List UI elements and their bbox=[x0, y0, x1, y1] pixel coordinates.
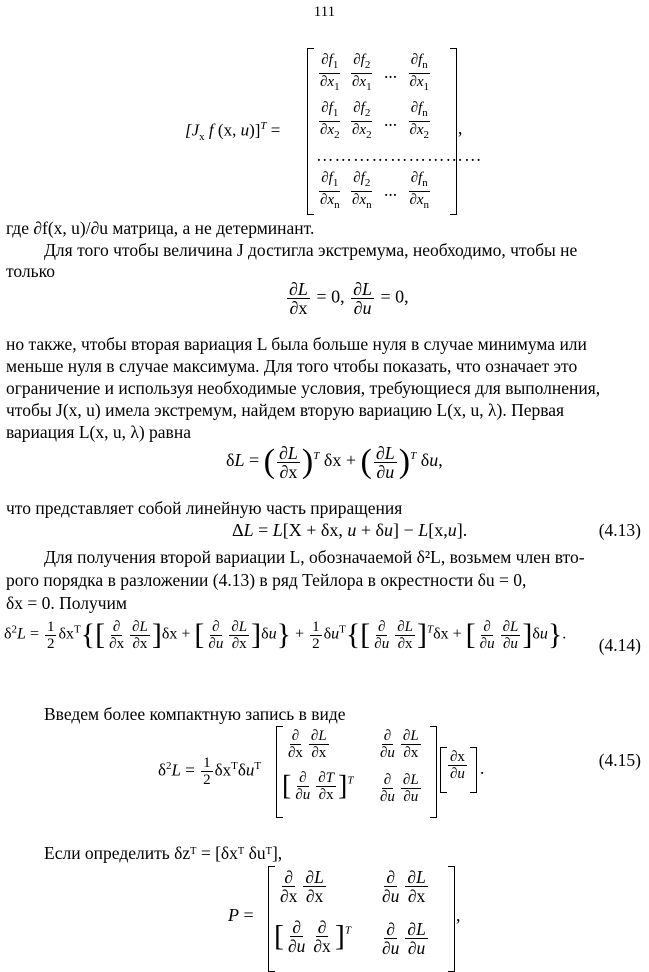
text-p5b: рого порядка в разложении (4.13) в ряд Тейлора в окрестности δu = 0, bbox=[6, 570, 527, 590]
p-m12: $\frac{\partial}{\partial u}$ $\frac{\partial L}{\partial x}$ bbox=[382, 867, 426, 906]
text-p7: Если определить δzᵀ = [δxᵀ δuᵀ], bbox=[44, 843, 283, 863]
text-p6: Введем более компактную запись в виде bbox=[44, 704, 346, 724]
text-p5a: Для получения второй вариации L, обозначаемой δ²L, возьмем член вто- bbox=[44, 547, 585, 567]
text-p3c: ограничение и используя необходимые условия, требующиеся для выполнения, bbox=[6, 378, 601, 398]
compact-vector: $\frac{\partial x}{\partial u}$ bbox=[450, 749, 465, 782]
increment-equation: ΔL = L[X + δx, u + δu] − L[x,u]. bbox=[232, 520, 468, 540]
text-p3b: меньше нуля в случае максимума. Для того чтобы показать, что означает это bbox=[6, 356, 578, 376]
text-p2b: только bbox=[6, 261, 56, 281]
page-number: 111 bbox=[313, 4, 336, 20]
compact-lhs: $\delta^2L$ = $\frac{1}{2}$ $\delta x^T\delta u^T$ bbox=[158, 755, 262, 788]
equation-number-4-13: (4.13) bbox=[598, 520, 641, 540]
text-p3d: чтобы J(x, u) имела экстремум, найдем вторую вариацию L(x, u, λ). Первая bbox=[6, 400, 565, 420]
stationary-equation: $\frac{\partial L}{\partial x}$ = 0, $\frac{\partial L}{\partial u}$ = 0, bbox=[289, 279, 409, 318]
jacobian-dots-row: ……………………… bbox=[316, 145, 483, 165]
text-p1: где ∂f(x, u)/∂u матрица, а не детерминант. bbox=[6, 218, 315, 238]
p-matrix-lhs: P = bbox=[228, 905, 254, 925]
p-m11: $\frac{\partial}{\partial x}$ $\frac{\partial L}{\partial x}$ bbox=[280, 867, 324, 906]
equation-number-4-14: (4.14) bbox=[598, 635, 641, 655]
compact-m22: $\frac{\partial}{\partial u}$ $\frac{\partial L}{\partial u}$ bbox=[380, 772, 419, 805]
text-p5c: δx = 0. Получим bbox=[6, 593, 127, 613]
text-p3e: вариация L(x, u, λ) равна bbox=[6, 422, 191, 442]
text-p2a: Для того чтобы величина J достигла экстремума, необходимо, чтобы не bbox=[44, 240, 578, 260]
jacobian-row-1: $\frac{\partial f_1}{\partial x_1}$ $\frac{\partial f_2}{\partial x_1}$ ... $\frac{\partial f_n}{\partial x_1}$ bbox=[320, 52, 430, 93]
first-variation-equation: δL = ( $\frac{\partial L}{\partial x}$ )$^T$ δx + ( $\frac{\partial L}{\partial u}$ )$^T$ δu, bbox=[226, 442, 443, 482]
compact-m12: $\frac{\partial}{\partial u}$ $\frac{\partial L}{\partial x}$ bbox=[380, 728, 419, 761]
equation-number-4-15: (4.15) bbox=[598, 750, 641, 770]
second-variation-equation: $\delta^2L$ = $\frac{1}{2}$ $\delta x^T${[ $\frac{\partial}{\partial x}$ $\frac{\partial L}{\partial x}$ ]δx + [ $\frac{\partial}{\partial u}$ $\frac{\partial L}{\partial x}$ ]δu} + $\frac{1}{2}$ $\delta u^T${[ $\frac{\partial}{\partial u}$ $\frac{\partial L}{\partial x}$ ]$^T$δx + [ $\frac{\partial}{\partial u}$ $\frac{\partial L}{\partial u}$ ]δu}. bbox=[4, 618, 567, 652]
jacobian-lhs: [$J_x$ f (x, u)]$^T$ = bbox=[185, 120, 281, 144]
compact-m21: [ $\frac{\partial}{\partial u}$ $\frac{\partial T}{\partial x}$ ]$^T$ bbox=[282, 770, 354, 803]
compact-m11: $\frac{\partial}{\partial x}$ $\frac{\partial L}{\partial x}$ bbox=[288, 728, 327, 761]
p-m21: [ $\frac{\partial}{\partial u}$ $\frac{\partial}{\partial x}$ ]$^T$ bbox=[274, 917, 351, 956]
text-p4: что представляет собой линейную часть приращения bbox=[6, 498, 403, 518]
jacobian-row-2: $\frac{\partial f_1}{\partial x_2}$ $\frac{\partial f_2}{\partial x_2}$ ... $\frac{\partial f_n}{\partial x_2}$ bbox=[320, 100, 430, 141]
jacobian-trailing: , bbox=[458, 118, 463, 138]
jacobian-row-4: $\frac{\partial f_1}{\partial x_n}$ $\frac{\partial f_2}{\partial x_n}$ ... $\frac{\partial f_n}{\partial x_n}$ bbox=[320, 170, 430, 211]
compact-period: . bbox=[480, 758, 485, 778]
p-m22: $\frac{\partial}{\partial u}$ $\frac{\partial L}{\partial u}$ bbox=[382, 919, 426, 958]
text-p3a: но также, чтобы вторая вариация L была больше нуля в случае минимума или bbox=[6, 334, 587, 354]
p-matrix-comma: , bbox=[456, 905, 461, 925]
